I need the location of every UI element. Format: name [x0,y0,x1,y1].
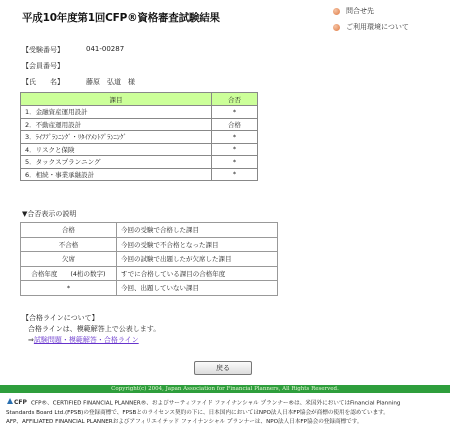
legend-key: * [21,281,117,296]
examinee-number-row [22,45,125,55]
footer-line-1-text: CFP®、CERTIFIED FINANCIAL PLANNER®、およびサーティファイド ファイナンシャル プランナー®は、米国外においてはFinancial Planning [31,400,401,407]
table-row [21,266,278,281]
pass-cell: * [212,156,258,169]
footer-notice [6,397,446,427]
environment-link[interactable] [333,20,409,34]
pass-line-link-row [22,335,160,346]
pass-cell: * [212,106,258,119]
table-row [21,118,258,131]
cfp-logo-text: CFP [14,399,27,405]
legend-desc: 今回の受験で不合格となった課目 [117,237,278,252]
results-table [20,92,258,181]
subject-header: 課目 [21,93,212,106]
pass-line-section [22,313,160,346]
legend-title: ▼合否表示の説明 [22,210,77,218]
environment-link-label[interactable]: ご利用環境について [346,23,409,31]
subject-cell: 1．金融資産運用設計 [21,106,212,119]
subject-cell: 2．不動産運用設計 [21,118,212,131]
examinee-number-label: 【受験番号】 [22,46,64,54]
name-value: 藤原 弘道 様 [86,78,135,86]
footer-line-1 [6,397,446,409]
footer-line-3: AFP、AFFILIATED FINANCIAL PLANNERおよびアフィリエイテッド ファイナンシャル プランナーは、NPO法人日本FP協会の登録商標です。 [6,419,363,425]
legend-desc: すでに合格している課目の合格年度 [117,266,278,281]
cfp-logo-icon [6,397,28,409]
subject-cell: 4．リスクと保険 [21,143,212,156]
name-label: 【氏 名】 [22,78,64,86]
pass-cell: 合格 [212,118,258,131]
legend-key: 合格 [21,223,117,238]
pass-header: 合否 [212,93,258,106]
results-header-row [21,93,258,106]
subject-cell: 5．タックスプランニング [21,156,212,169]
table-row [21,143,258,156]
top-links [333,4,409,36]
contact-link[interactable] [333,4,409,18]
orange-bullet-icon [333,8,340,15]
legend-key: 不合格 [21,237,117,252]
back-button[interactable]: 戻る [194,361,252,375]
table-row [21,281,278,296]
subject-cell: 3．ﾗｲﾌﾌﾟﾗﾝﾆﾝｸﾞ・ﾘﾀｲｱﾒﾝﾄﾌﾟﾗﾝﾆﾝｸﾞ [21,131,212,144]
orange-bullet-icon [333,24,340,31]
table-row [21,156,258,169]
pass-cell: * [212,143,258,156]
table-row [21,131,258,144]
table-row [21,106,258,119]
table-row [21,168,258,181]
table-row [21,223,278,238]
right-arrow-icon: ⇒ [28,336,34,344]
legend-key: 欠席 [21,252,117,267]
legend-desc: 今回の試験で出題したが欠席した課目 [117,252,278,267]
pass-cell: * [212,168,258,181]
footer-line-2: Standards Board Ltd.(FPSB)の登録商標で、FPSBとのライセンス契約の下に、日本国内においてはNPO法人日本FP協会が商標の使用を認めています。 [6,410,389,416]
copyright-bar: Copyright(c) 2004, Japan Association for Financial Planners, All Rights Reserved. [0,385,450,393]
legend-desc: 今回、出題していない課目 [117,281,278,296]
exam-materials-link[interactable]: 試験問題・模範解答・合格ライン [33,336,139,344]
legend-table [20,222,278,296]
member-number-row [22,61,64,71]
subject-cell: 6．相続・事業承継設計 [21,168,212,181]
pass-cell: * [212,131,258,144]
table-row [21,237,278,252]
contact-link-label[interactable]: 問合せ先 [346,7,374,15]
legend-key: 合格年度 (4桁の数字) [21,266,117,281]
name-row [22,77,135,87]
legend-desc: 今回の受験で合格した課目 [117,223,278,238]
examinee-number-value: 041-00287 [86,45,125,53]
page-title: 平成10年度第1回CFP®資格審査試験結果 [22,12,220,24]
pass-line-heading: 【合格ラインについて】 [22,314,99,322]
member-number-label: 【会員番号】 [22,62,64,70]
table-row [21,252,278,267]
pass-line-body: 合格ラインは、模範解答上で公表します。 [28,325,161,333]
